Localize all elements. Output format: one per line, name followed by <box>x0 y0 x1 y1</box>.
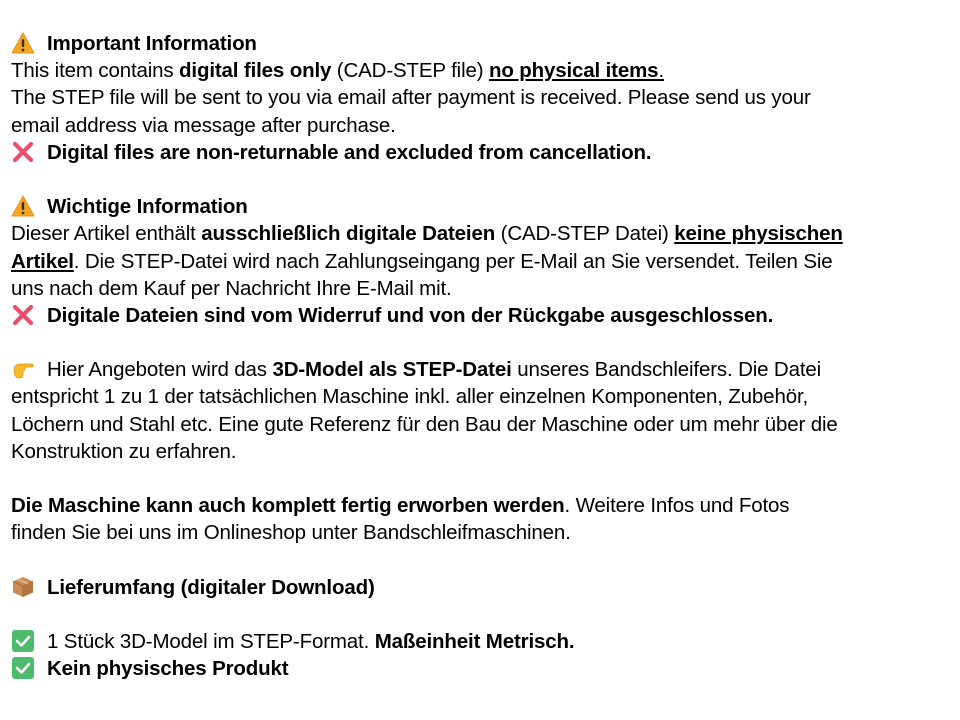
bold-text: Maßeinheit Metrisch. <box>374 630 575 654</box>
pointing-hand-icon <box>11 358 35 380</box>
bold-text: digital files only <box>179 59 332 83</box>
german-line-2 <box>11 248 957 275</box>
scope-heading-line <box>11 574 957 601</box>
description-line-4: Konstruktion zu erfahren. <box>11 439 237 463</box>
english-line-2: The STEP file will be sent to you via email after payment is received. Please send us your <box>11 86 811 110</box>
underlined-bold-text: keine physischen <box>674 222 843 246</box>
machine-line-1 <box>11 492 957 519</box>
description-line-1 <box>11 356 957 383</box>
scope-heading: Lieferumfang (digitaler Download) <box>47 575 375 599</box>
german-heading: Wichtige Information <box>47 195 248 219</box>
warning-icon <box>11 195 35 217</box>
check-mark-icon <box>11 657 35 679</box>
text: . Weitere Infos und Fotos <box>564 494 790 518</box>
text: This item contains <box>11 59 180 83</box>
machine-line-2: finden Sie bei uns im Onlineshop unter Bandschleifmaschinen. <box>11 521 571 545</box>
text: Hier Angeboten wird das <box>47 358 273 382</box>
description-line-2: entspricht 1 zu 1 der tatsächlichen Maschine inkl. aller einzelnen Komponenten, Zubehör, <box>11 385 809 409</box>
english-warning-text: Digital files are non-returnable and excluded from cancellation. <box>47 140 652 164</box>
text: Dieser Artikel enthält <box>11 222 202 246</box>
underlined-bold-text: Artikel <box>11 249 74 273</box>
bold-text: Kein physisches Produkt <box>47 657 289 681</box>
german-line-1 <box>11 220 957 247</box>
english-warning-line <box>11 139 957 166</box>
text: 1 Stück 3D-Model im STEP-Format. <box>47 630 375 654</box>
spacer <box>11 465 957 492</box>
spacer <box>11 601 957 628</box>
cross-mark-icon <box>11 304 35 326</box>
german-line-3: uns nach dem Kauf per Nachricht Ihre E-Mail mit. <box>11 276 452 300</box>
text: unseres Bandschleifers. Die Datei <box>511 358 822 382</box>
bold-text: Die Maschine kann auch komplett fertig erworben werden <box>11 494 565 518</box>
spacer <box>11 166 957 193</box>
german-warning-text: Digitale Dateien sind vom Widerruf und von der Rückgabe ausgeschlossen. <box>47 303 774 327</box>
german-heading-line <box>11 193 957 220</box>
spacer <box>11 547 957 574</box>
english-heading-line <box>11 30 957 57</box>
cross-mark-icon <box>11 141 35 163</box>
english-line-1 <box>11 57 957 84</box>
text: (CAD-STEP file) <box>331 59 489 83</box>
warning-icon <box>11 32 35 54</box>
check-mark-icon <box>11 630 35 652</box>
product-description <box>11 30 957 683</box>
german-warning-line <box>11 302 957 329</box>
text: (CAD-STEP Datei) <box>495 222 675 246</box>
english-line-3: email address via message after purchase. <box>11 113 396 137</box>
scope-item <box>11 628 957 655</box>
spacer <box>11 329 957 356</box>
bold-text: 3D-Model als STEP-Datei <box>272 358 512 382</box>
underlined-bold-text: no physical items <box>488 59 659 83</box>
scope-item <box>11 655 957 682</box>
bold-text: ausschließlich digitale Dateien <box>201 222 496 246</box>
english-heading: Important Information <box>47 32 257 55</box>
text: . <box>658 59 664 83</box>
package-box-icon <box>11 576 35 598</box>
text: . Die STEP-Datei wird nach Zahlungseingang per E-Mail an Sie versendet. Teilen Sie <box>73 249 833 273</box>
description-line-3: Löchern und Stahl etc. Eine gute Referenz für den Bau der Maschine oder um mehr über die <box>11 412 838 436</box>
